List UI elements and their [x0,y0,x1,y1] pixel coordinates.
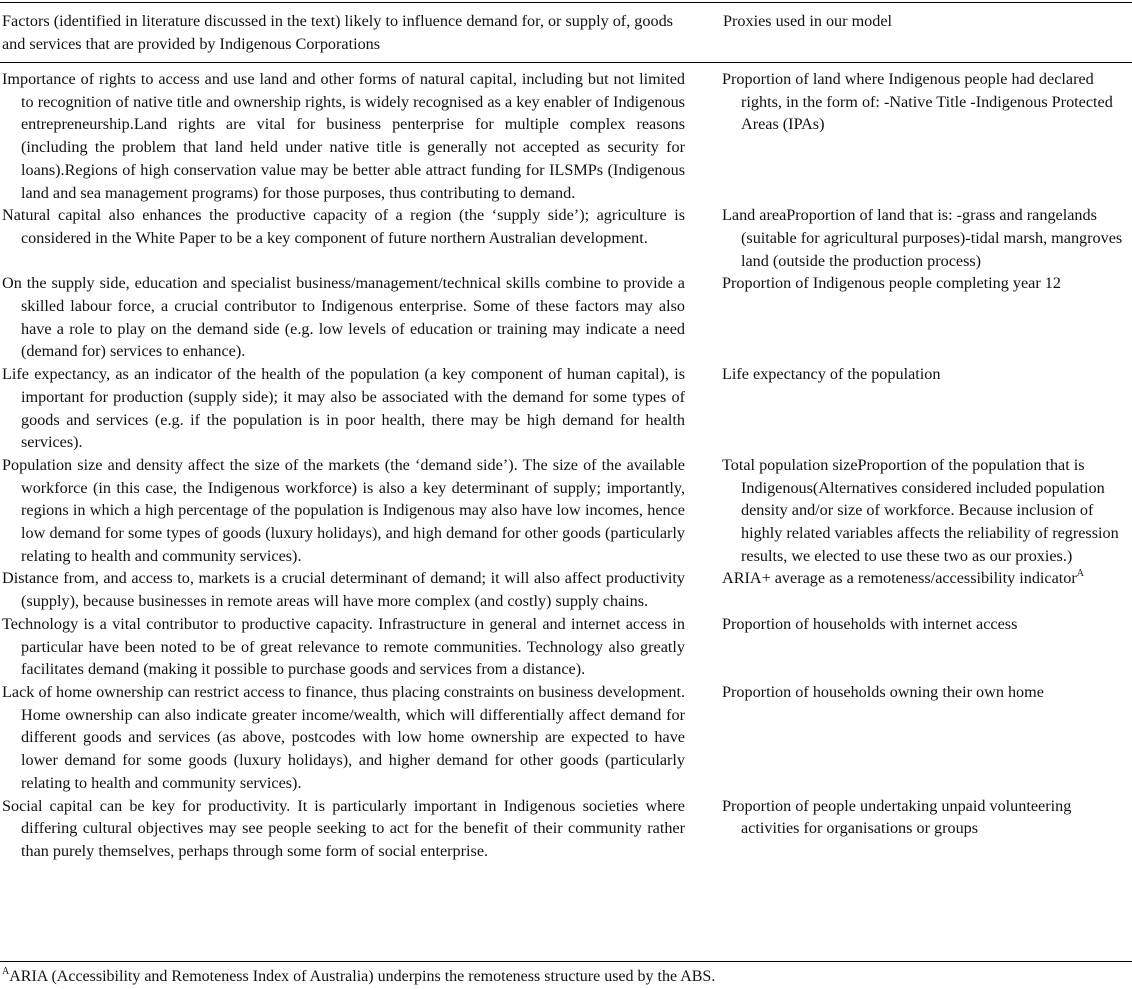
proxy-cell: Proportion of households owning their own home [722,682,1044,701]
factor-cell: Lack of home ownership can restrict access to finance, thus placing constraints on business development. Home ownership can also indicate greater income/wealth, which will differentially affect demand for different goods and services (as above, postcodes with low home ownership are expected to have lower demand for some goods (luxury holidays), and higher demand for other goods (particularly relating to health and community services). [2,682,685,792]
factor-cell: Natural capital also enhances the productive capacity of a region (the ‘supply side’); agriculture is considered in the White Paper to be a key component of future northern Australian development. [2,206,685,247]
factor-cell: Technology is a vital contributor to productive capacity. Infrastructure in general and internet access in particular have been noted to be of great relevance to remote communities. Technology also greatly facilitates demand (making it possible to purchase goods and services from a distance). [2,614,685,679]
proxy-cell: Proportion of households with internet access [722,614,1018,633]
table-row [0,681,1132,795]
table-top-rule [0,2,1132,3]
proxy-cell: Proportion of Indigenous people completing year 12 [722,274,1061,293]
table-row [0,454,1132,568]
proxy-cell [722,567,1131,612]
table-row [0,204,1132,272]
proxy-cell: Proportion of land where Indigenous people had declared rights, in the form of: -Native Title -Indigenous Protected Areas (IPAs) [722,70,1113,134]
footnote-text: ARIA (Accessibility and Remoteness Index of Australia) underpins the remoteness structure used by the ABS. [9,968,716,985]
table-row [0,272,1132,363]
table-footnote [2,966,1130,989]
table-row [0,795,1132,863]
factor-cell: Social capital can be key for productivity. It is particularly important in Indigenous societies where differing cultural objectives may see people seeking to act for the benefit of their community rather than purely themselves, perhaps through some form of social enterprise. [2,796,685,860]
table-row [0,363,1132,454]
proxy-cell: Total population sizeProportion of the population that is Indigenous(Alternatives considered included population density and/or size of workforce. Because inclusion of highly related variables affects the reliability of regression results, we elected to use these two as our proxies.) [722,455,1119,565]
table-body [0,68,1132,863]
footnote-marker: A [2,965,10,977]
table-row [0,567,1132,612]
proxy-cell: Life expectancy of the population [722,365,941,384]
proxy-text: ARIA+ average as a remoteness/accessibility indicator [722,569,1077,588]
table-row [0,68,1132,204]
footnote-marker: A [1076,568,1085,580]
table-row [0,613,1132,681]
proxy-cell: Proportion of people undertaking unpaid volunteering activities for organisations or groups [722,796,1072,838]
factor-cell: Life expectancy, as an indicator of the health of the population (a key component of human capital), is important for production (supply side); it may also be associated with the demand for some types of goods and services (e.g. if the population is in poor health, there may be high demand for health services). [2,365,685,452]
factor-cell: Importance of rights to access and use land and other forms of natural capital, including but not limited to recognition of native title and ownership rights, is widely recognised as a key enabler of Indigenous entrepreneurship.Land rights are vital for business penterprise for multiple complex reasons (including the problem that land held under native title is generally not accepted as security for loans).Regions of high conservation value may be better able attract funding for ILSMPs (Indigenous land and sea management programs) for those purposes, thus contributing to demand. [2,70,685,202]
header-factors: Factors (identified in literature discussed in the text) likely to influence demand for, or supply of, goods and services that are provided by Indigenous Corporations [2,12,673,53]
factor-cell: On the supply side, education and specialist business/management/technical skills combine to provide a skilled labour force, a crucial contributor to Indigenous enterprise. Some of these factors may also have a role to play on the demand side (e.g. low levels of education or training may indicate a need (demand for) services to enhance). [2,274,685,361]
header-rule [0,62,1132,63]
proxy-cell: Land areaProportion of land that is: -grass and rangelands (suitable for agricultural purposes)-tidal marsh, mangroves land (outside the production process) [722,206,1123,270]
factor-cell: Population size and density affect the size of the markets (the ‘demand side’). The size of the available workforce (in this case, the Indigenous workforce) is also a key determinant of supply; importantly, regions in which a high percentage of the population is Indigenous may also have low incomes, hence low demand for some types of goods (luxury holidays), and high demand for other goods (particularly relating to health and community services). [2,455,685,565]
header-proxies: Proxies used in our model [723,12,893,30]
factor-cell: Distance from, and access to, markets is a crucial determinant of demand; it will also affect productivity (supply), because businesses in remote areas will have more complex (and costly) supply chains. [2,569,685,611]
table-bottom-rule [0,961,1132,962]
